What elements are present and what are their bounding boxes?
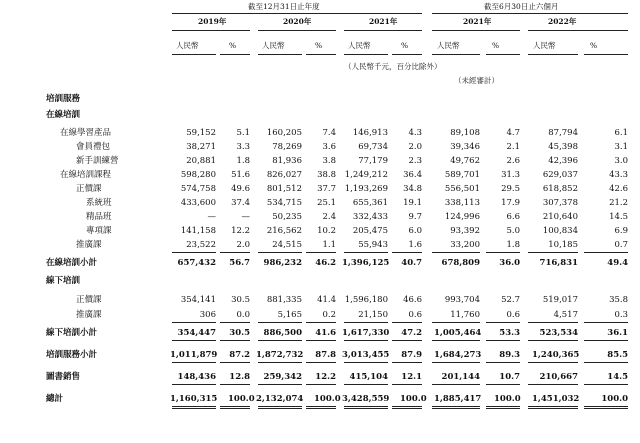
cell-percent: 47.2 bbox=[401, 328, 422, 338]
cell-percent: 2.1 bbox=[506, 142, 520, 152]
cell-amount: 678,809 bbox=[441, 258, 480, 268]
year-rule bbox=[432, 30, 520, 31]
table-rule bbox=[344, 362, 388, 363]
cell-amount: 574,758 bbox=[180, 184, 216, 194]
table-rule bbox=[220, 384, 250, 385]
table-rule bbox=[344, 406, 388, 407]
table-rule bbox=[528, 252, 578, 253]
cell-percent: 0.2 bbox=[322, 310, 336, 320]
cell-percent: 3.8 bbox=[322, 156, 336, 166]
year-rule bbox=[344, 30, 422, 31]
cell-amount: 45,398 bbox=[548, 142, 578, 152]
cell-percent: — bbox=[241, 212, 250, 222]
table-rule bbox=[220, 340, 250, 341]
cell-percent: 2.3 bbox=[408, 156, 422, 166]
cell-amount: 1,596,180 bbox=[344, 295, 388, 305]
cell-amount: 38,271 bbox=[186, 142, 216, 152]
cell-amount: 716,831 bbox=[539, 258, 578, 268]
cell-percent: 19.1 bbox=[403, 198, 422, 208]
cell-amount: 657,432 bbox=[177, 258, 216, 268]
cell-amount: 826,027 bbox=[266, 170, 302, 180]
cell-amount: 49,762 bbox=[450, 156, 480, 166]
cell-amount: 618,852 bbox=[542, 184, 578, 194]
table-rule bbox=[306, 340, 336, 341]
row-label: 在線培訓課程 bbox=[60, 170, 112, 180]
cell-percent: 12.8 bbox=[229, 372, 250, 382]
cell-amount: 205,475 bbox=[352, 226, 388, 236]
cell-percent: 51.6 bbox=[231, 170, 250, 180]
cell-amount: 1,160,315 bbox=[170, 394, 218, 404]
col-rule bbox=[528, 54, 578, 55]
table-rule bbox=[486, 252, 520, 253]
cell-percent: 38.8 bbox=[317, 170, 336, 180]
table-rule bbox=[306, 252, 336, 253]
cell-percent: 17.9 bbox=[501, 198, 520, 208]
unaudited-note: （未經審計） bbox=[454, 76, 499, 85]
cell-amount: 1,451,032 bbox=[532, 394, 580, 404]
row-label: 系統班 bbox=[86, 198, 112, 208]
table-rule bbox=[172, 406, 216, 407]
col-rule bbox=[392, 54, 422, 55]
row-label: 推廣課 bbox=[76, 240, 102, 250]
table-rule bbox=[344, 384, 388, 385]
cell-percent: 3.6 bbox=[322, 142, 336, 152]
cell-percent: 12.2 bbox=[315, 372, 336, 382]
cell-percent: 5.1 bbox=[236, 128, 250, 138]
cell-amount: 210,640 bbox=[542, 212, 578, 222]
col-rmb: 人民幣 bbox=[176, 41, 199, 50]
row-label: 培訓服務 bbox=[46, 94, 81, 104]
cell-amount: 78,269 bbox=[272, 142, 302, 152]
cell-amount: 146,913 bbox=[352, 128, 388, 138]
cell-amount: 1,193,269 bbox=[344, 184, 388, 194]
header-rule-6m bbox=[432, 13, 628, 14]
table-rule bbox=[258, 406, 302, 407]
cell-percent: 100.0 bbox=[228, 394, 255, 404]
cell-amount: 993,704 bbox=[444, 295, 480, 305]
cell-percent: 3.1 bbox=[614, 142, 628, 152]
cell-amount: 24,515 bbox=[272, 240, 302, 250]
row-label: 線下培訓 bbox=[46, 276, 81, 286]
cell-percent: 1.1 bbox=[322, 240, 336, 250]
cell-percent: 87.8 bbox=[315, 350, 336, 360]
table-rule bbox=[432, 406, 480, 407]
table-rule bbox=[220, 406, 250, 407]
cell-amount: 210,667 bbox=[539, 372, 578, 382]
cell-percent: 6.9 bbox=[614, 226, 628, 236]
row-label: 圖書銷售 bbox=[46, 372, 81, 382]
table-rule bbox=[258, 252, 302, 253]
row-label: 精品班 bbox=[86, 212, 112, 222]
row-label: 在線學習產品 bbox=[60, 128, 112, 138]
cell-percent: 10.2 bbox=[317, 226, 336, 236]
cell-percent: 40.7 bbox=[401, 258, 422, 268]
table-rule bbox=[392, 406, 422, 407]
cell-percent: 37.4 bbox=[231, 198, 250, 208]
cell-amount: 986,232 bbox=[263, 258, 302, 268]
table-rule bbox=[486, 322, 520, 323]
cell-amount: 1,005,464 bbox=[434, 328, 482, 338]
col-pct: % bbox=[315, 41, 323, 50]
table-rule bbox=[306, 408, 336, 409]
cell-amount: 201,144 bbox=[441, 372, 480, 382]
cell-amount: 1,617,330 bbox=[342, 328, 390, 338]
table-rule bbox=[344, 322, 388, 323]
cell-amount: 5,165 bbox=[277, 310, 302, 320]
table-rule bbox=[528, 384, 578, 385]
cell-percent: 10.7 bbox=[499, 372, 520, 382]
table-rule bbox=[392, 340, 422, 341]
cell-amount: 801,512 bbox=[266, 184, 302, 194]
cell-amount: 881,335 bbox=[266, 295, 302, 305]
cell-amount: 33,200 bbox=[450, 240, 480, 250]
cell-amount: 338,113 bbox=[444, 198, 480, 208]
cell-percent: 2.0 bbox=[408, 142, 422, 152]
col-rmb: 人民幣 bbox=[262, 41, 285, 50]
cell-percent: 85.5 bbox=[607, 350, 628, 360]
cell-percent: 2.6 bbox=[506, 156, 520, 166]
col-rule bbox=[220, 54, 250, 55]
col-pct: % bbox=[590, 41, 598, 50]
cell-amount: 69,734 bbox=[358, 142, 388, 152]
cell-percent: 35.8 bbox=[609, 295, 628, 305]
cell-amount: 1,249,212 bbox=[344, 170, 388, 180]
cell-percent: 34.8 bbox=[403, 184, 422, 194]
col-rule bbox=[306, 54, 336, 55]
table-rule bbox=[486, 408, 520, 409]
table-rule bbox=[306, 322, 336, 323]
col-rule bbox=[258, 54, 302, 55]
year-rule bbox=[258, 30, 336, 31]
table-rule bbox=[432, 252, 480, 253]
cell-percent: 0.7 bbox=[614, 240, 628, 250]
cell-percent: 49.4 bbox=[607, 258, 628, 268]
cell-percent: 1.8 bbox=[236, 156, 250, 166]
cell-amount: 21,150 bbox=[358, 310, 388, 320]
table-rule bbox=[486, 340, 520, 341]
col-pct: % bbox=[401, 41, 409, 50]
cell-percent: 31.3 bbox=[501, 170, 520, 180]
cell-amount: 23,522 bbox=[186, 240, 216, 250]
cell-amount: 589,701 bbox=[444, 170, 480, 180]
cell-amount: 39,346 bbox=[450, 142, 480, 152]
col-pct: % bbox=[492, 41, 500, 50]
cell-amount: 1,885,417 bbox=[434, 394, 482, 404]
year-2021: 2021年 bbox=[369, 17, 398, 26]
unit-note: （人民幣千元，百分比除外） bbox=[344, 62, 442, 71]
cell-amount: 1,011,879 bbox=[170, 350, 218, 360]
cell-amount: 259,342 bbox=[263, 372, 302, 382]
cell-percent: 21.2 bbox=[609, 198, 628, 208]
table-rule bbox=[584, 362, 628, 363]
year-rule bbox=[528, 30, 628, 31]
cell-percent: 12.2 bbox=[231, 226, 250, 236]
cell-amount: 42,396 bbox=[548, 156, 578, 166]
table-rule bbox=[528, 408, 578, 409]
table-rule bbox=[306, 384, 336, 385]
cell-percent: 87.2 bbox=[229, 350, 250, 360]
cell-percent: 6.0 bbox=[408, 226, 422, 236]
cell-percent: 56.7 bbox=[229, 258, 250, 268]
year-rule bbox=[172, 30, 250, 31]
table-rule bbox=[172, 384, 216, 385]
col-rule bbox=[486, 54, 520, 55]
row-label: 在線培訓 bbox=[46, 110, 81, 120]
row-label: 正價課 bbox=[76, 184, 102, 194]
cell-percent: 52.7 bbox=[501, 295, 520, 305]
cell-amount: 415,104 bbox=[349, 372, 388, 382]
row-label: 總計 bbox=[46, 394, 64, 404]
table-rule bbox=[486, 384, 520, 385]
cell-percent: 1.8 bbox=[506, 240, 520, 250]
cell-amount: — bbox=[207, 212, 216, 222]
cell-amount: 55,943 bbox=[358, 240, 388, 250]
cell-amount: 655,361 bbox=[352, 198, 388, 208]
table-rule bbox=[172, 408, 216, 409]
col-rmb: 人民幣 bbox=[437, 41, 460, 50]
cell-percent: 30.5 bbox=[229, 328, 250, 338]
year-2021-6m: 2021年 bbox=[463, 17, 492, 26]
period-6m-label: 截至6月30日止六個月 bbox=[484, 2, 559, 11]
table-rule bbox=[392, 384, 422, 385]
cell-percent: 14.5 bbox=[607, 372, 628, 382]
cell-percent: 36.4 bbox=[403, 170, 422, 180]
cell-percent: 4.7 bbox=[506, 128, 520, 138]
cell-percent: 0.0 bbox=[236, 310, 250, 320]
table-rule bbox=[344, 252, 388, 253]
cell-percent: 41.6 bbox=[315, 328, 336, 338]
cell-amount: 354,141 bbox=[180, 295, 216, 305]
table-rule bbox=[486, 362, 520, 363]
table-rule bbox=[584, 252, 628, 253]
col-rule bbox=[432, 54, 480, 55]
table-rule bbox=[432, 408, 480, 409]
table-rule bbox=[344, 408, 388, 409]
cell-amount: 3,013,455 bbox=[342, 350, 390, 360]
cell-percent: 2.0 bbox=[236, 240, 250, 250]
table-rule bbox=[486, 406, 520, 407]
row-label: 培訓服務小計 bbox=[46, 350, 98, 360]
row-label: 新手訓練營 bbox=[76, 156, 119, 166]
cell-amount: 81,936 bbox=[272, 156, 302, 166]
cell-amount: 50,235 bbox=[272, 212, 302, 222]
cell-amount: 1,240,365 bbox=[532, 350, 580, 360]
cell-percent: 14.5 bbox=[609, 212, 628, 222]
cell-amount: 1,872,732 bbox=[256, 350, 304, 360]
table-rule bbox=[528, 362, 578, 363]
cell-amount: 89,108 bbox=[450, 128, 480, 138]
cell-percent: 5.0 bbox=[506, 226, 520, 236]
col-rmb: 人民幣 bbox=[348, 41, 371, 50]
table-rule bbox=[392, 252, 422, 253]
table-rule bbox=[584, 406, 628, 407]
table-rule bbox=[258, 340, 302, 341]
cell-amount: 332,433 bbox=[352, 212, 388, 222]
cell-amount: 93,392 bbox=[450, 226, 480, 236]
cell-percent: 100.0 bbox=[601, 394, 628, 404]
cell-percent: 100.0 bbox=[400, 394, 427, 404]
cell-percent: 1.6 bbox=[408, 240, 422, 250]
col-rule bbox=[344, 54, 388, 55]
table-rule bbox=[220, 362, 250, 363]
table-rule bbox=[220, 252, 250, 253]
cell-amount: 4,517 bbox=[553, 310, 578, 320]
cell-amount: 433,600 bbox=[180, 198, 216, 208]
cell-percent: 100.0 bbox=[494, 394, 521, 404]
table-rule bbox=[220, 322, 250, 323]
cell-amount: 216,562 bbox=[266, 226, 302, 236]
cell-amount: 20,881 bbox=[186, 156, 216, 166]
cell-percent: 6.6 bbox=[506, 212, 520, 222]
cell-amount: 629,037 bbox=[542, 170, 578, 180]
cell-amount: 2,132,074 bbox=[256, 394, 304, 404]
col-rule bbox=[172, 54, 216, 55]
cell-percent: 42.6 bbox=[609, 184, 628, 194]
col-rule bbox=[584, 54, 628, 55]
col-rmb: 人民幣 bbox=[533, 41, 556, 50]
row-label: 線下培訓小計 bbox=[46, 328, 98, 338]
cell-percent: 6.1 bbox=[614, 128, 628, 138]
col-pct: % bbox=[229, 41, 237, 50]
cell-amount: 523,534 bbox=[539, 328, 578, 338]
cell-percent: 49.6 bbox=[231, 184, 250, 194]
cell-percent: 0.3 bbox=[614, 310, 628, 320]
cell-percent: 3.3 bbox=[236, 142, 250, 152]
cell-amount: 100,834 bbox=[542, 226, 578, 236]
cell-percent: 36.0 bbox=[499, 258, 520, 268]
cell-amount: 3,428,559 bbox=[342, 394, 390, 404]
cell-amount: 886,500 bbox=[263, 328, 302, 338]
table-rule bbox=[258, 384, 302, 385]
cell-percent: 12.1 bbox=[401, 372, 422, 382]
table-rule bbox=[344, 340, 388, 341]
cell-amount: 534,715 bbox=[266, 198, 302, 208]
cell-percent: 37.7 bbox=[317, 184, 336, 194]
table-rule bbox=[392, 322, 422, 323]
table-rule bbox=[220, 408, 250, 409]
table-rule bbox=[584, 322, 628, 323]
table-rule bbox=[584, 340, 628, 341]
table-rule bbox=[584, 408, 628, 409]
cell-amount: 1,684,273 bbox=[434, 350, 482, 360]
table-rule bbox=[432, 384, 480, 385]
year-2019: 2019年 bbox=[198, 17, 227, 26]
table-rule bbox=[432, 322, 480, 323]
cell-amount: 598,280 bbox=[180, 170, 216, 180]
cell-amount: 306 bbox=[199, 310, 216, 320]
cell-percent: 9.7 bbox=[408, 212, 422, 222]
cell-amount: 59,152 bbox=[186, 128, 216, 138]
cell-amount: 77,179 bbox=[358, 156, 388, 166]
cell-amount: 556,501 bbox=[444, 184, 480, 194]
cell-percent: 41.4 bbox=[317, 295, 336, 305]
table-rule bbox=[432, 362, 480, 363]
cell-percent: 87.9 bbox=[401, 350, 422, 360]
cell-percent: 3.0 bbox=[614, 156, 628, 166]
table-rule bbox=[528, 322, 578, 323]
cell-amount: 354,447 bbox=[177, 328, 216, 338]
cell-percent: 46.2 bbox=[315, 258, 336, 268]
table-rule bbox=[306, 362, 336, 363]
cell-percent: 100.0 bbox=[314, 394, 341, 404]
cell-percent: 0.6 bbox=[506, 310, 520, 320]
year-2022-6m: 2022年 bbox=[548, 17, 577, 26]
table-rule bbox=[258, 362, 302, 363]
table-rule bbox=[172, 362, 216, 363]
cell-percent: 4.3 bbox=[408, 128, 422, 138]
cell-percent: 0.6 bbox=[408, 310, 422, 320]
cell-amount: 141,158 bbox=[180, 226, 216, 236]
row-label: 專項課 bbox=[86, 226, 112, 236]
cell-percent: 29.5 bbox=[501, 184, 520, 194]
cell-percent: 7.4 bbox=[322, 128, 336, 138]
cell-amount: 307,378 bbox=[542, 198, 578, 208]
cell-percent: 25.1 bbox=[317, 198, 336, 208]
table-rule bbox=[528, 406, 578, 407]
header-rule-fy bbox=[172, 13, 422, 14]
cell-percent: 46.6 bbox=[403, 295, 422, 305]
cell-percent: 30.5 bbox=[231, 295, 250, 305]
period-fy-label: 截至12月31日止年度 bbox=[248, 2, 320, 11]
cell-amount: 1,396,125 bbox=[342, 258, 390, 268]
cell-percent: 53.3 bbox=[499, 328, 520, 338]
row-label: 推廣課 bbox=[76, 310, 102, 320]
cell-amount: 124,996 bbox=[444, 212, 480, 222]
cell-amount: 148,436 bbox=[177, 372, 216, 382]
year-2020: 2020年 bbox=[283, 17, 312, 26]
cell-percent: 43.3 bbox=[609, 170, 628, 180]
cell-percent: 89.3 bbox=[499, 350, 520, 360]
cell-amount: 160,205 bbox=[266, 128, 302, 138]
table-rule bbox=[584, 384, 628, 385]
cell-amount: 10,185 bbox=[548, 240, 578, 250]
cell-amount: 11,760 bbox=[450, 310, 480, 320]
table-rule bbox=[392, 362, 422, 363]
cell-percent: 36.1 bbox=[607, 328, 628, 338]
table-rule bbox=[172, 252, 216, 253]
cell-percent: 2.4 bbox=[322, 212, 336, 222]
table-rule bbox=[432, 340, 480, 341]
row-label: 正價課 bbox=[76, 295, 102, 305]
table-rule bbox=[258, 322, 302, 323]
table-rule bbox=[172, 322, 216, 323]
table-rule bbox=[172, 340, 216, 341]
table-rule bbox=[392, 408, 422, 409]
table-rule bbox=[528, 340, 578, 341]
row-label: 會員禮包 bbox=[76, 142, 111, 152]
cell-amount: 519,017 bbox=[542, 295, 578, 305]
table-rule bbox=[306, 406, 336, 407]
row-label: 在線培訓小計 bbox=[46, 258, 98, 268]
table-rule bbox=[258, 408, 302, 409]
cell-amount: 87,794 bbox=[548, 128, 578, 138]
